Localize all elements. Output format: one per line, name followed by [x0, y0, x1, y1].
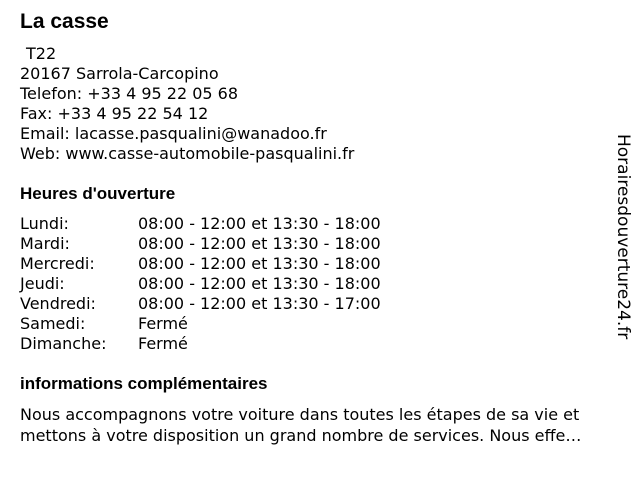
- day-hours: Fermé: [138, 314, 188, 333]
- website-address: Web: www.casse-automobile-pasqualini.fr: [20, 144, 355, 163]
- email-address: Email: lacasse.pasqualini@wanadoo.fr: [20, 124, 327, 143]
- site-watermark: Horairesdouverture24.fr: [613, 134, 633, 340]
- business-name: La casse: [20, 10, 109, 33]
- day-hours: Fermé: [138, 334, 188, 353]
- opening-hours-table: [20, 214, 381, 354]
- day-hours: 08:00 - 12:00 et 13:30 - 18:00: [138, 254, 381, 273]
- day-label: Samedi:: [20, 314, 86, 333]
- address-block: [20, 44, 354, 164]
- opening-hours-heading: Heures d'ouverture: [20, 184, 176, 203]
- description-line: Nous accompagnons votre voiture dans toutes les étapes de sa vie et: [20, 405, 580, 424]
- day-hours: 08:00 - 12:00 et 13:30 - 18:00: [138, 214, 381, 233]
- address-street: T22: [26, 44, 57, 63]
- day-label: Mardi:: [20, 234, 70, 253]
- day-label: Dimanche:: [20, 334, 107, 353]
- additional-info-heading: informations complémentaires: [20, 374, 268, 393]
- hours-row-friday: [20, 294, 381, 314]
- day-label: Vendredi:: [20, 294, 96, 313]
- day-hours: 08:00 - 12:00 et 13:30 - 18:00: [138, 274, 381, 293]
- fax-number: Fax: +33 4 95 22 54 12: [20, 104, 209, 123]
- hours-row-tuesday: [20, 234, 381, 254]
- phone-number: Telefon: +33 4 95 22 05 68: [20, 84, 239, 103]
- hours-row-sunday: [20, 334, 381, 354]
- day-label: Mercredi:: [20, 254, 95, 273]
- day-label: Jeudi:: [20, 274, 65, 293]
- description-line: mettons à votre disposition un grand nombre de services. Nous effe…: [20, 426, 582, 445]
- hours-row-thursday: [20, 274, 381, 294]
- day-hours: 08:00 - 12:00 et 13:30 - 18:00: [138, 234, 381, 253]
- hours-row-wednesday: [20, 254, 381, 274]
- additional-info-text: [20, 404, 632, 446]
- day-label: Lundi:: [20, 214, 69, 233]
- hours-row-saturday: [20, 314, 381, 334]
- address-city: 20167 Sarrola-Carcopino: [20, 64, 219, 83]
- hours-row-monday: [20, 214, 381, 234]
- day-hours: 08:00 - 12:00 et 13:30 - 17:00: [138, 294, 381, 313]
